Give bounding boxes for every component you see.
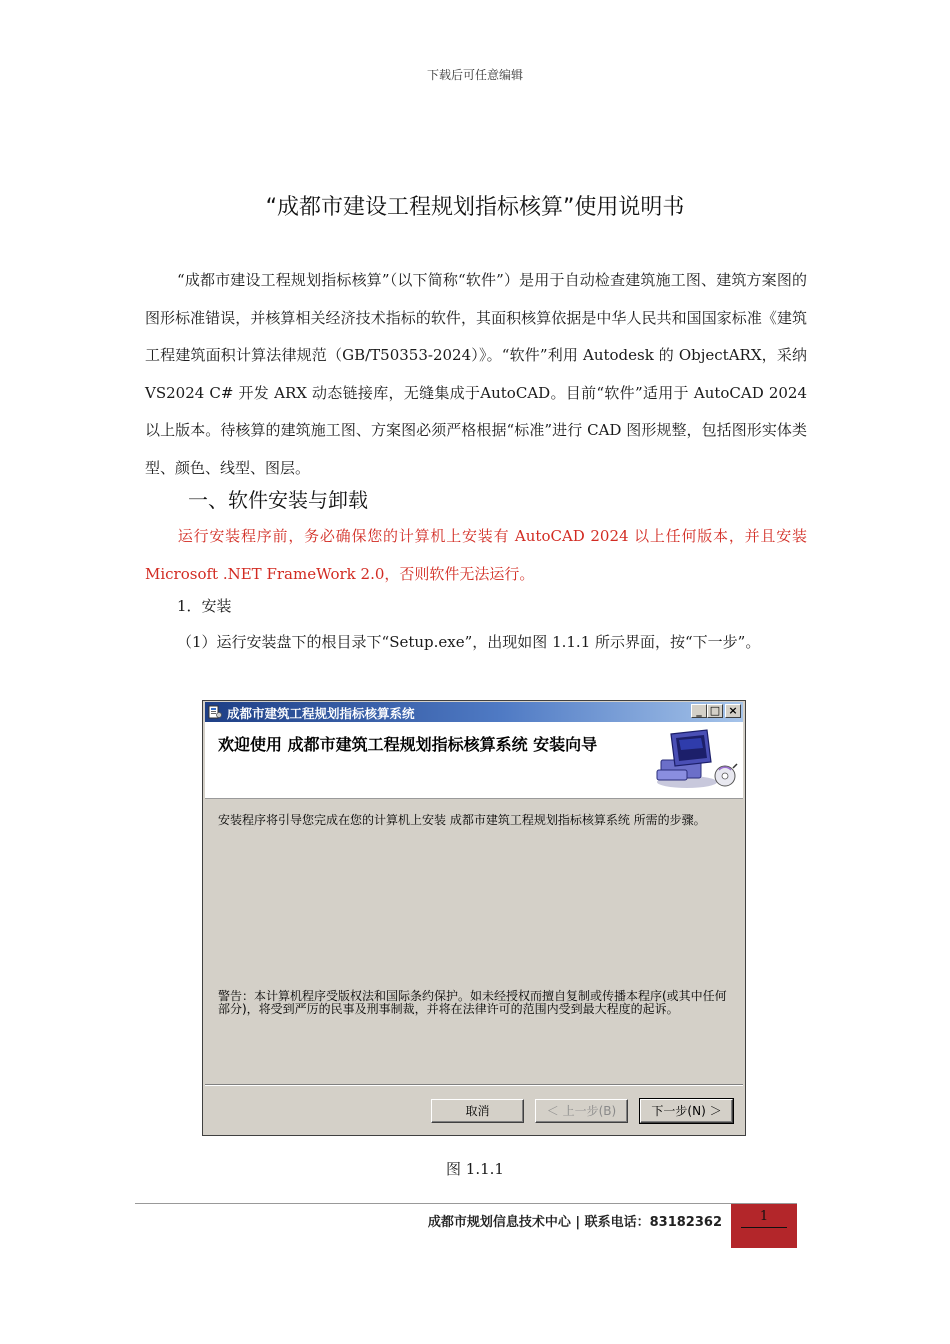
intro-text: “成都市建设工程规划指标核算”（以下简称“软件”）是用于自动检查建筑施工图、建筑方案图的图形标准错误，并核算相关经济技术指标的软件，其面积核算依据是中华人民共和国国家标准《建筑工程建筑面积计算法律规范（GB/T50353-2024）》。“软件”利用 Autodesk 的 ObjectARX，采纳 VS2024 C# 开发 ARX 动态链接库，无缝集成于AutoCAD。目前“软件”适用于 AutoCAD 2024 以上版本。待核算的建筑施工图、方案图必须严格根据“标准”进行 CAD 图形规整，包括图形实体类型、颜色、线型、图层。 <box>145 271 807 477</box>
close-button[interactable]: × <box>725 704 741 718</box>
intro-paragraph <box>145 262 807 487</box>
installer-intro-text: 安装程序将引导您完成在您的计算机上安装 成都市建筑工程规划指标核算系统 所需的步骤。 <box>218 813 706 827</box>
footer-divider <box>135 1203 797 1204</box>
subsection-heading: 1．安装 <box>177 597 232 615</box>
footer-contact: 成都市规划信息技术中心 | 联系电话：83182362 <box>427 1215 722 1230</box>
installer-titlebar[interactable] <box>205 702 743 722</box>
installer-header-title: 欢迎使用 成都市建筑工程规划指标核算系统 安装向导 <box>218 735 598 754</box>
installer-window-title: 成都市建筑工程规划指标核算系统 <box>227 706 415 721</box>
warning-text: 运行安装程序前，务必确保您的计算机上安装有 AutoCAD 2024 以上任何版本，并且安装 Microsoft .NET FrameWork 2.0，否则软件无法运行。 <box>145 527 807 583</box>
button-separator <box>205 1084 743 1086</box>
installer-warning-text: 警告：本计算机程序受版权法和国际条约保护。如未经授权而擅自复制或传播本程序(或其中任何部分)，将受到严厉的民事及刑事制裁，并将在法律许可的范围内受到最大程度的起诉。 <box>218 989 727 1016</box>
next-button[interactable]: 下一步(N) ＞ <box>640 1099 733 1123</box>
step-text: （1）运行安装盘下的根目录下“Setup.exe”，出现如图 1.1.1 所示界面，按“下一步”。 <box>177 633 761 651</box>
page-number: 1 <box>759 1209 769 1224</box>
figure-caption: 图 1.1.1 <box>446 1160 504 1178</box>
step-paragraph <box>145 624 807 662</box>
cancel-button[interactable]: 取消 <box>431 1099 524 1123</box>
setup-icon <box>208 704 222 718</box>
page-number-underline <box>741 1227 787 1228</box>
section-heading: 一、软件安装与卸载 <box>188 488 368 512</box>
document-title: “成都市建设工程规划指标核算”使用说明书 <box>265 195 685 220</box>
computer-cd-icon <box>649 726 741 792</box>
maximize-button[interactable]: □ <box>707 704 723 718</box>
header-note: 下载后可任意编辑 <box>426 68 523 82</box>
installer-header <box>205 722 743 799</box>
warning-paragraph <box>145 518 807 593</box>
back-button[interactable]: ＜ 上一步(B) <box>535 1099 628 1123</box>
minimize-button[interactable]: _ <box>691 704 707 718</box>
